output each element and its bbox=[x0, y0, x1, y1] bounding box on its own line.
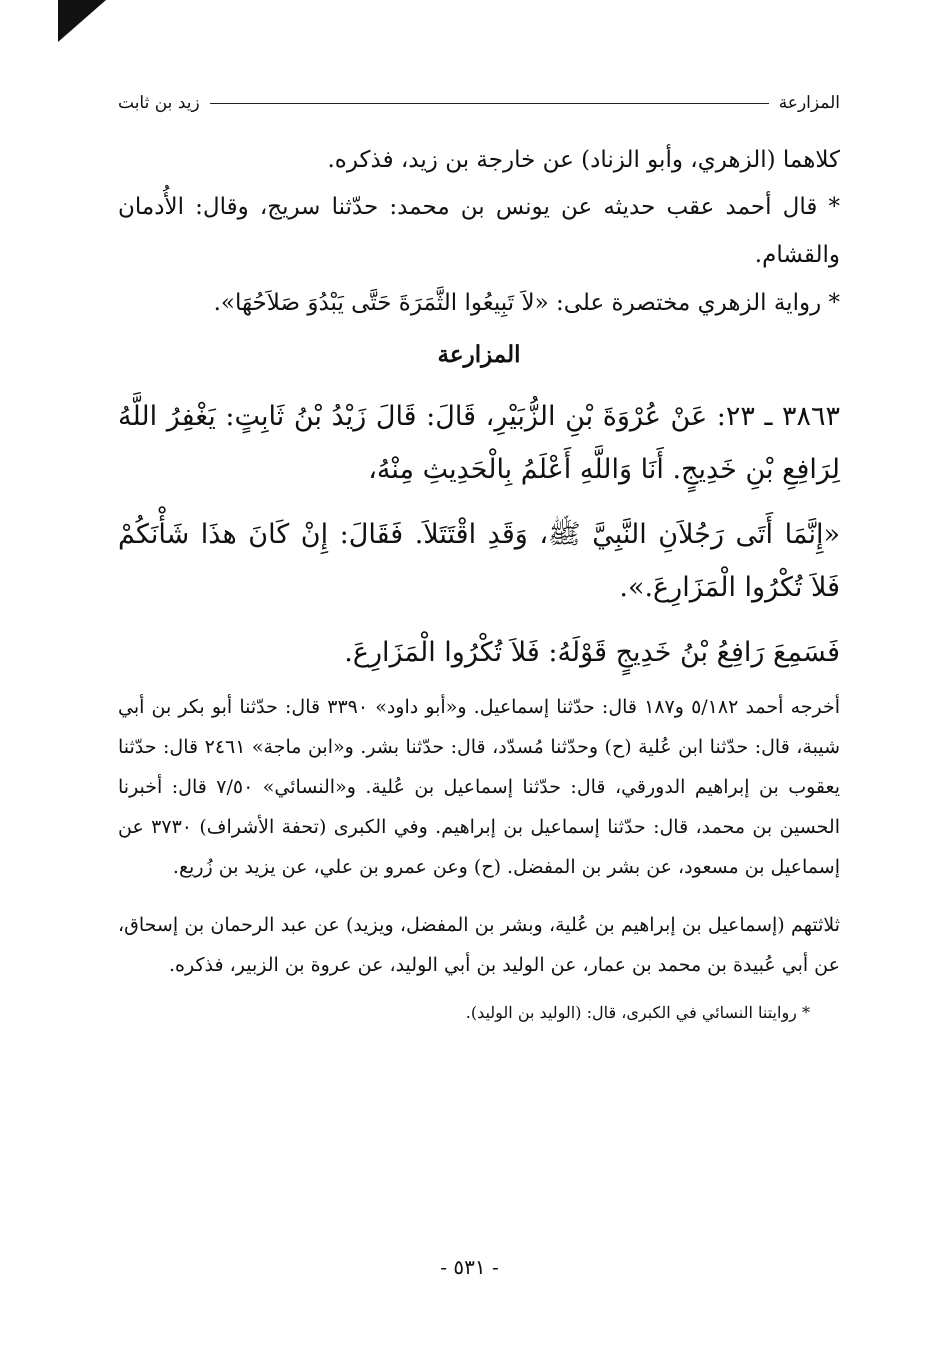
paragraph-zuhri-note: * رواية الزهري مختصرة على: «لاَ تَبِيعُوا الثَّمَرَةَ حَتَّى يَبْدُوَ صَلاَحُهَا». bbox=[213, 290, 840, 316]
hadith-closing: فَسَمِعَ رَافِعُ بْنُ خَدِيجٍ قَوْلَهُ: فَلاَ تُكْرُوا الْمَزَارِعَ. bbox=[344, 637, 840, 668]
hadith-quote: «إِنَّمَا أَتَى رَجُلاَنِ النَّبِيَّ ﷺ، وَقَدِ اقْتَتَلاَ. فَقَالَ: إِنْ كَانَ هذَا شَأْنَكُمْ فَلاَ تُكْرُوا الْمَزَارِعَ.». bbox=[118, 519, 840, 603]
takhrij-chain: ثلاثتهم (إسماعيل بن إبراهيم بن عُلية، وبشر بن المفضل، ويزيد) عن عبد الرحمان بن إسحاق، عن أبي عُبيدة بن محمد بن عمار، عن الوليد بن أبي الوليد، عن عروة بن الزبير، فذكره. bbox=[118, 914, 840, 976]
section-heading: المزارعة bbox=[437, 341, 521, 368]
hadith-intro: ٣٨٦٣ ـ ٢٣: عَنْ عُرْوَةَ بْنِ الزُّبَيْرِ، قَالَ: قَالَ زَيْدُ بْنُ ثَابِتٍ: يَغْفِرُ اللَّهُ لِرَافِعِ بْنِ خَدِيجٍ. أَنَا وَاللَّهِ أَعْلَمُ بِالْحَدِيثِ مِنْهُ، bbox=[118, 401, 840, 485]
page-number: - ٥٣١ - bbox=[440, 1255, 499, 1279]
header-companion-name: زيد بن ثابت bbox=[118, 93, 200, 113]
footnote: * روايتنا النسائي في الكبرى، قال: (الوليد بن الوليد). bbox=[465, 1003, 810, 1022]
header-section-title: المزارعة bbox=[778, 93, 840, 113]
paragraph-ahmad-note: * قال أحمد عقب حديثه عن يونس بن محمد: حدّثنا سريج، وقال: الأُدمان والقشام. bbox=[118, 194, 840, 268]
scan-corner-mark bbox=[58, 0, 106, 42]
paragraph-chain-note: كلاهما (الزهري، وأبو الزناد) عن خارجة بن زيد، فذكره. bbox=[327, 147, 840, 173]
page-body bbox=[118, 88, 840, 1027]
header-rule bbox=[210, 103, 769, 104]
takhrij-sources: أخرجه أحمد ٥/١٨٢ و١٨٧ قال: حدّثنا إسماعيل. و«أبو داود» ٣٣٩٠ قال: حدّثنا أبو بكر بن أبي شيبة، قال: حدّثنا ابن عُلية (ح) وحدّثنا مُسدّد، قال: حدّثنا بشر. و«ابن ماجة» ٢٤٦١ قال: حدّثنا يعقوب بن إبراهيم الدورقي، قال: حدّثنا إسماعيل بن عُلية. و«النسائي» ٧/٥٠ قال: أخبرنا الحسين بن محمد، قال: حدّثنا إسماعيل بن إبراهيم. وفي الكبرى (تحفة الأشراف) ٣٧٣٠ عن إسماعيل بن مسعود، عن بشر بن المفضل. (ح) وعن عمرو بن علي، عن يزيد بن زُريع. bbox=[118, 696, 841, 878]
running-header bbox=[118, 88, 840, 118]
